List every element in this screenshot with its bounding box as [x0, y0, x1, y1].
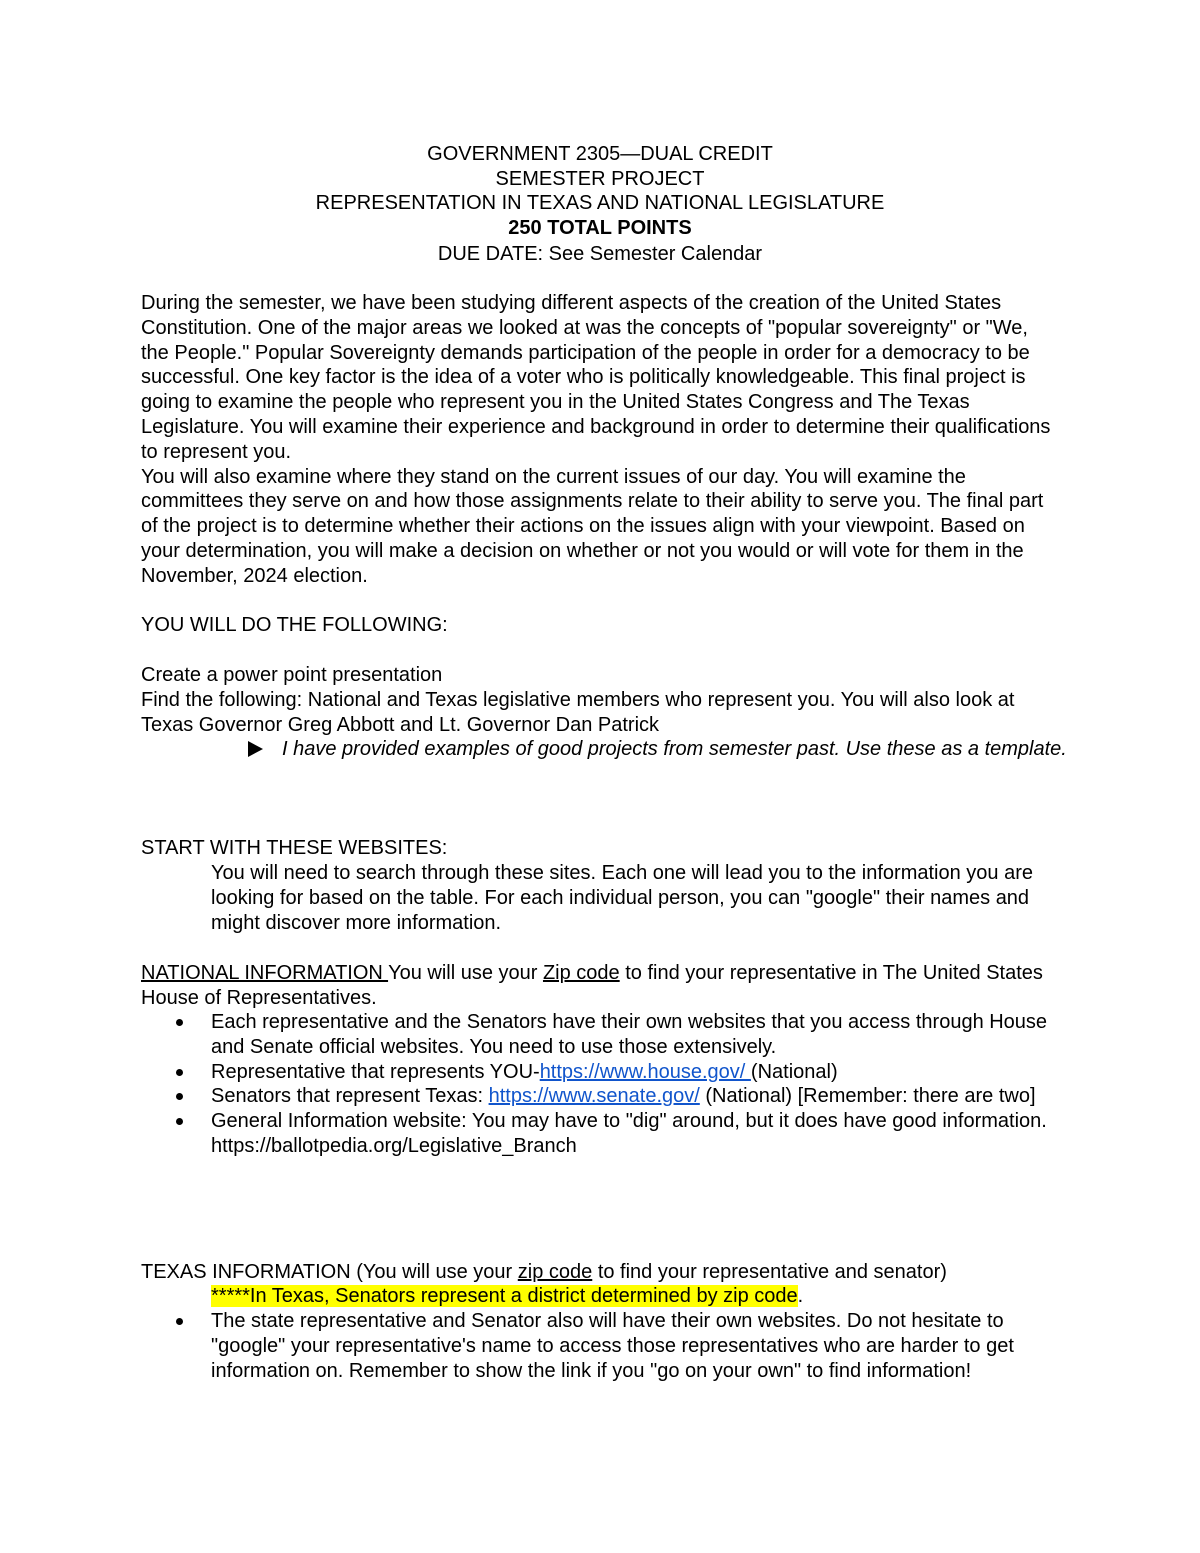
- list-item: [172, 1010, 1072, 1060]
- bullet-text: Each representative and the Senators have their own websites that you access through House and Senate official websites. You need to use those extensively.: [211, 1011, 1048, 1058]
- bullet-text-suffix: (National): [750, 1060, 838, 1083]
- texas-info-heading: [141, 1260, 947, 1285]
- texas-bullet-list: [172, 1309, 1072, 1383]
- intro-section: [141, 291, 1061, 589]
- texas-text-a: TEXAS INFORMATION (You will use your: [141, 1261, 518, 1283]
- intro-paragraph-2: You will also examine where they stand on the current issues of our day. You will examine the committees they serve on and how those assignments relate to their ability to serve you. The final part of the project is to determine whether their actions on the issues align with your viewpoint. Based on your determination, you will make a decision on whether or not you would or will vote for them in the November, 2024 election.: [141, 465, 1044, 587]
- following-heading: YOU WILL DO THE FOLLOWING:: [141, 614, 448, 636]
- note-period: .: [797, 1285, 804, 1307]
- highlighted-note: *****In Texas, Senators represent a district determined by zip code: [211, 1285, 798, 1307]
- bullet-text: Senators that represent Texas:: [211, 1085, 489, 1108]
- course-title: GOVERNMENT 2305—DUAL CREDIT: [427, 143, 773, 165]
- project-subtitle: REPRESENTATION IN TEXAS AND NATIONAL LEGISLATURE: [315, 192, 885, 214]
- websites-instructions: [211, 861, 1071, 935]
- bullet-text: General Information website: You may have to "dig" around, but it does have good information. https://ballotpedia.org/Legislative_Branch: [211, 1110, 1047, 1157]
- national-info-label: NATIONAL INFORMATION: [141, 962, 389, 984]
- websites-text: You will need to search through these sites. Each one will lead you to the information you are looking for based on the table. For each individual person, you can "google" their names and might discover more information.: [211, 862, 1033, 934]
- total-points: 250 TOTAL POINTS: [508, 217, 692, 239]
- find-instruction: Find the following: National and Texas legislative members who represent you. You will also look at Texas Governor Greg Abbott and Lt. Governor Dan Patrick: [141, 689, 1015, 736]
- create-instruction: Create a power point presentation: [141, 664, 443, 686]
- list-item: [172, 1309, 1072, 1383]
- texas-text-b: to find your representative and senator): [592, 1261, 947, 1283]
- project-title: SEMESTER PROJECT: [495, 168, 705, 190]
- house-gov-link[interactable]: https://www.house.gov/: [539, 1060, 751, 1083]
- list-item: [172, 1060, 1072, 1085]
- websites-heading: START WITH THESE WEBSITES:: [141, 837, 448, 859]
- examples-note: I have provided examples of good projects from semester past. Use these as a template.: [282, 738, 1067, 760]
- national-text-b: to find your representative in The United States House of Representatives.: [141, 962, 1043, 1009]
- national-bullet-list: [172, 1010, 1072, 1159]
- arrow-bullet-icon: [248, 741, 263, 757]
- national-info-paragraph: [141, 961, 1061, 1011]
- list-item: [172, 1109, 1072, 1159]
- list-item: [172, 1084, 1072, 1109]
- zip-code-term: zip code: [517, 1261, 593, 1283]
- due-date: DUE DATE: See Semester Calendar: [437, 243, 763, 265]
- bullet-text: The state representative and Senator also will have their own websites. Do not hesitate to "google" your representative's name to access those representatives who are harder to get information on. Remember to show the link if you "go on your own" to find information!: [211, 1310, 1014, 1382]
- bullet-text-suffix: (National) [Remember: there are two]: [699, 1085, 1036, 1108]
- senate-gov-link[interactable]: https://www.senate.gov/: [488, 1085, 700, 1108]
- bullet-text: Representative that represents YOU-: [211, 1060, 540, 1083]
- national-text-a: You will use your: [388, 962, 543, 984]
- intro-paragraph-1: During the semester, we have been studying different aspects of the creation of the United States Constitution. One of the major areas we looked at was the concepts of "popular sovereignty" or "We, the People." Popular Sovereignty demands participation of the people in order for a democracy to be successful. One key factor is the idea of a voter who is politically knowledgeable. This final project is going to examine the people who represent you in the United States Congress and The Texas Legislature. You will examine their experience and background in order to determine their qualifications to represent you.: [141, 292, 1051, 463]
- texas-senators-note: [211, 1284, 803, 1309]
- zip-code-term: Zip code: [542, 962, 620, 984]
